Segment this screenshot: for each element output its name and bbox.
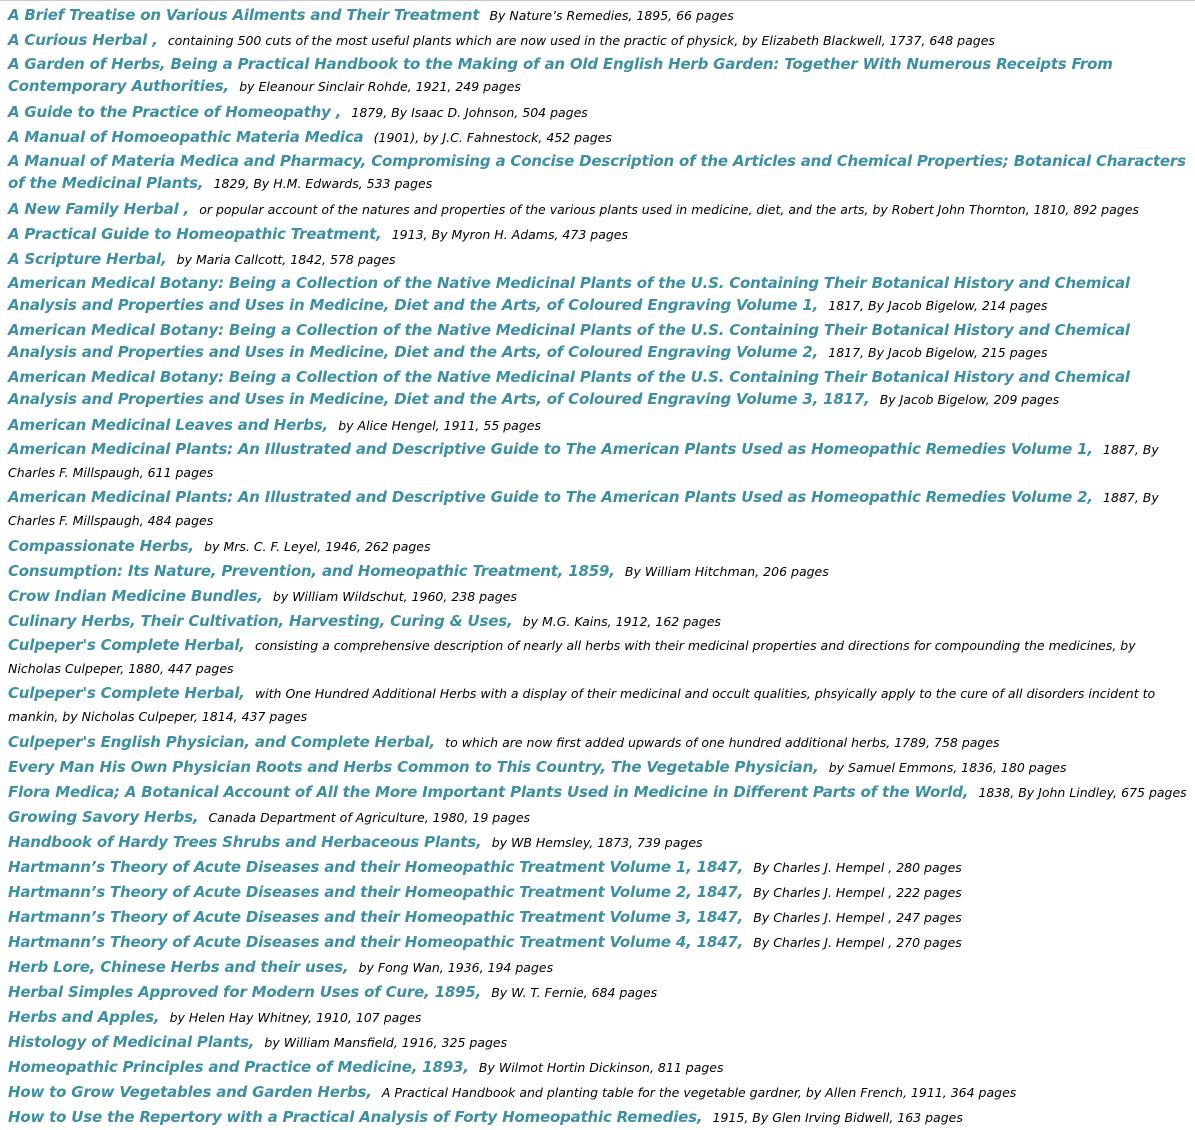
book-title-link[interactable]: A Brief Treatise on Various Ailments and Their Treatment	[8, 6, 480, 24]
list-item	[8, 609, 1188, 634]
list-item	[8, 222, 1188, 247]
list-item	[8, 830, 1188, 855]
book-title-link[interactable]: American Medicinal Plants: An Illustrated and Descriptive Guide to The American Plants Used as Homeopathic Remedies Volume 2,	[8, 488, 1093, 506]
book-details: by Fong Wan, 1936, 194 pages	[358, 960, 554, 975]
book-title-link[interactable]: A Manual of Homoeopathic Materia Medica	[8, 128, 364, 146]
book-title-link[interactable]: Culpeper's Complete Herbal,	[8, 636, 245, 654]
book-details: to which are now first added upwards of one hundred additional herbs, 1789, 758 pages	[445, 735, 1000, 750]
book-details: by Alice Hengel, 1911, 55 pages	[338, 418, 541, 433]
list-item	[8, 980, 1188, 1005]
book-title-link[interactable]: Homeopathic Principles and Practice of Medicine, 1893,	[8, 1058, 469, 1076]
list-item	[8, 197, 1188, 222]
book-title-link[interactable]: Hartmann’s Theory of Acute Diseases and their Homeopathic Treatment Volume 1, 1847,	[8, 858, 744, 876]
book-title-link[interactable]: Hartmann’s Theory of Acute Diseases and their Homeopathic Treatment Volume 2, 1847,	[8, 883, 744, 901]
book-title-link[interactable]: Compassionate Herbs,	[8, 537, 194, 555]
book-details: by Helen Hay Whitney, 1910, 107 pages	[169, 1010, 422, 1025]
book-title-link[interactable]: Histology of Medicinal Plants,	[8, 1033, 255, 1051]
book-title-link[interactable]: Culpeper's English Physician, and Complete Herbal,	[8, 733, 435, 751]
book-title-link[interactable]: Herbs and Apples,	[8, 1008, 160, 1026]
list-item	[8, 780, 1188, 805]
book-details: by Samuel Emmons, 1836, 180 pages	[828, 760, 1067, 775]
list-item	[8, 634, 1188, 680]
book-title-link[interactable]: Hartmann’s Theory of Acute Diseases and their Homeopathic Treatment Volume 3, 1847,	[8, 908, 744, 926]
book-details: by WB Hemsley, 1873, 739 pages	[491, 835, 703, 850]
book-title-link[interactable]: A Practical Guide to Homeopathic Treatment,	[8, 225, 382, 243]
book-title-link[interactable]: A New Family Herbal ,	[8, 200, 190, 218]
list-item	[8, 1080, 1188, 1105]
book-title-link[interactable]: A Scripture Herbal,	[8, 250, 167, 268]
book-details: 1887, By Charles F. Millspaugh, 484 pages	[8, 490, 1159, 528]
book-details: by M.G. Kains, 1912, 162 pages	[522, 614, 721, 629]
list-item	[8, 438, 1188, 484]
book-list	[8, 3, 1188, 1130]
book-title-link[interactable]: How to Use the Repertory with a Practical Analysis of Forty Homeopathic Remedies,	[8, 1108, 703, 1126]
list-item	[8, 272, 1188, 317]
book-title-link[interactable]: Culpeper's Complete Herbal,	[8, 684, 245, 702]
list-item	[8, 1105, 1188, 1130]
book-details: containing 500 cuts of the most useful plants which are now used in the practic of physick, by Elizabeth Blackwell, 1737, 648 pages	[167, 33, 995, 48]
book-details: 1838, By John Lindley, 675 pages	[978, 785, 1187, 800]
book-title-link[interactable]: Handbook of Hardy Trees Shrubs and Herbaceous Plants,	[8, 833, 482, 851]
book-title-link[interactable]: Culinary Herbs, Their Cultivation, Harvesting, Curing & Uses,	[8, 612, 513, 630]
book-details: By Charles J. Hempel , 247 pages	[753, 910, 962, 925]
book-title-link[interactable]: American Medical Botany: Being a Collection of the Native Medicinal Plants of the U.S. Containing Their Botanical History and Chemical Analysis and Properties and Uses in Medicine, Diet and the Arts, of Coloured Engraving Volume 2,	[8, 321, 1130, 361]
list-item	[8, 125, 1188, 150]
book-title-link[interactable]: Flora Medica; A Botanical Account of All the More Important Plants Used in Medicine in Different Parts of the World,	[8, 783, 969, 801]
list-item	[8, 682, 1188, 728]
top-border	[0, 0, 1195, 1]
book-details: 1913, By Myron H. Adams, 473 pages	[391, 227, 628, 242]
book-details: By Wilmot Hortin Dickinson, 811 pages	[478, 1060, 724, 1075]
list-item	[8, 905, 1188, 930]
book-details: with One Hundred Additional Herbs with a display of their medicinal and occult qualities, phsyically apply to the cure of all disorders incident to mankin, by Nicholas Culpeper, 1814, 437 pages	[8, 686, 1156, 724]
list-item	[8, 855, 1188, 880]
book-title-link[interactable]: A Curious Herbal ,	[8, 31, 158, 49]
book-title-link[interactable]: A Guide to the Practice of Homeopathy ,	[8, 103, 342, 121]
book-details: 1887, By Charles F. Millspaugh, 611 pages	[8, 442, 1159, 480]
book-details: By Charles J. Hempel , 222 pages	[753, 885, 962, 900]
list-item	[8, 1005, 1188, 1030]
book-details: 1915, By Glen Irving Bidwell, 163 pages	[712, 1110, 963, 1125]
book-details: By Jacob Bigelow, 209 pages	[879, 392, 1060, 407]
book-details: By Charles J. Hempel , 280 pages	[753, 860, 962, 875]
book-details: 1817, By Jacob Bigelow, 214 pages	[828, 298, 1048, 313]
book-details: By William Hitchman, 206 pages	[624, 564, 829, 579]
book-title-link[interactable]: Growing Savory Herbs,	[8, 808, 199, 826]
list-item	[8, 534, 1188, 559]
book-title-link[interactable]: American Medical Botany: Being a Collection of the Native Medicinal Plants of the U.S. Containing Their Botanical History and Chemical Analysis and Properties and Uses in Medicine, Diet and the Arts, of Coloured Engraving Volume 3, 1817,	[8, 368, 1130, 408]
list-item	[8, 319, 1188, 364]
book-title-link[interactable]: Hartmann’s Theory of Acute Diseases and their Homeopathic Treatment Volume 4, 1847,	[8, 933, 744, 951]
list-item	[8, 28, 1188, 53]
book-title-link[interactable]: Herb Lore, Chinese Herbs and their uses,	[8, 958, 349, 976]
book-details: Canada Department of Agriculture, 1980, 19 pages	[208, 810, 531, 825]
book-title-link[interactable]: American Medicinal Plants: An Illustrated and Descriptive Guide to The American Plants Used as Homeopathic Remedies Volume 1,	[8, 440, 1093, 458]
book-details: 1829, By H.M. Edwards, 533 pages	[213, 176, 433, 191]
book-details: by Eleanour Sinclair Rohde, 1921, 249 pages	[239, 79, 521, 94]
book-title-link[interactable]: Crow Indian Medicine Bundles,	[8, 587, 263, 605]
book-details: By W. T. Fernie, 684 pages	[491, 985, 658, 1000]
list-item	[8, 486, 1188, 532]
list-item	[8, 1030, 1188, 1055]
list-item	[8, 755, 1188, 780]
list-item	[8, 413, 1188, 438]
list-item	[8, 53, 1188, 98]
list-item	[8, 584, 1188, 609]
list-item	[8, 100, 1188, 125]
book-details: consisting a comprehensive description of nearly all herbs with their medicinal properties and directions for compounding the medicines, by Nicholas Culpeper, 1880, 447 pages	[8, 638, 1136, 676]
book-details: 1879, By Isaac D. Johnson, 504 pages	[351, 105, 588, 120]
book-details: (1901), by J.C. Fahnestock, 452 pages	[373, 130, 612, 145]
book-details: by Maria Callcott, 1842, 578 pages	[176, 252, 396, 267]
book-title-link[interactable]: How to Grow Vegetables and Garden Herbs,	[8, 1083, 372, 1101]
list-item	[8, 730, 1188, 755]
book-title-link[interactable]: A Manual of Materia Medica and Pharmacy, Compromising a Concise Description of the Articles and Chemical Properties; Botanical Characters of the Medicinal Plants,	[8, 152, 1186, 192]
list-item	[8, 559, 1188, 584]
list-item	[8, 3, 1188, 28]
book-details: By Nature’s Remedies, 1895, 66 pages	[489, 8, 734, 23]
list-item	[8, 366, 1188, 411]
book-title-link[interactable]: Herbal Simples Approved for Modern Uses of Cure, 1895,	[8, 983, 482, 1001]
book-details: by Mrs. C. F. Leyel, 1946, 262 pages	[204, 539, 431, 554]
book-title-link[interactable]: American Medical Botany: Being a Collection of the Native Medicinal Plants of the U.S. Containing Their Botanical History and Chemical Analysis and Properties and Uses in Medicine, Diet and the Arts, of Coloured Engraving Volume 1,	[8, 274, 1130, 314]
book-details: or popular account of the natures and properties of the various plants used in medicine, diet, and the arts, by Robert John Thornton, 1810, 892 pages	[199, 202, 1139, 217]
list-item	[8, 930, 1188, 955]
book-title-link[interactable]: A Garden of Herbs, Being a Practical Handbook to the Making of an Old English Herb Garden: Together With Numerous Receipts From Contemporary Authorities,	[8, 55, 1113, 95]
list-item	[8, 150, 1188, 195]
list-item	[8, 805, 1188, 830]
list-item	[8, 247, 1188, 272]
book-details: A Practical Handbook and planting table for the vegetable gardner, by Allen French, 1911, 364 pages	[381, 1085, 1017, 1100]
book-details: By Charles J. Hempel , 270 pages	[753, 935, 962, 950]
book-title-link[interactable]: Every Man His Own Physician Roots and Herbs Common to This Country, The Vegetable Physician,	[8, 758, 819, 776]
book-title-link[interactable]: Consumption: Its Nature, Prevention, and Homeopathic Treatment, 1859,	[8, 562, 615, 580]
book-details: by William Wildschut, 1960, 238 pages	[272, 589, 517, 604]
list-item	[8, 880, 1188, 905]
book-details: by William Mansfield, 1916, 325 pages	[264, 1035, 508, 1050]
list-item	[8, 1055, 1188, 1080]
book-details: 1817, By Jacob Bigelow, 215 pages	[828, 345, 1048, 360]
book-title-link[interactable]: American Medicinal Leaves and Herbs,	[8, 416, 329, 434]
list-item	[8, 955, 1188, 980]
